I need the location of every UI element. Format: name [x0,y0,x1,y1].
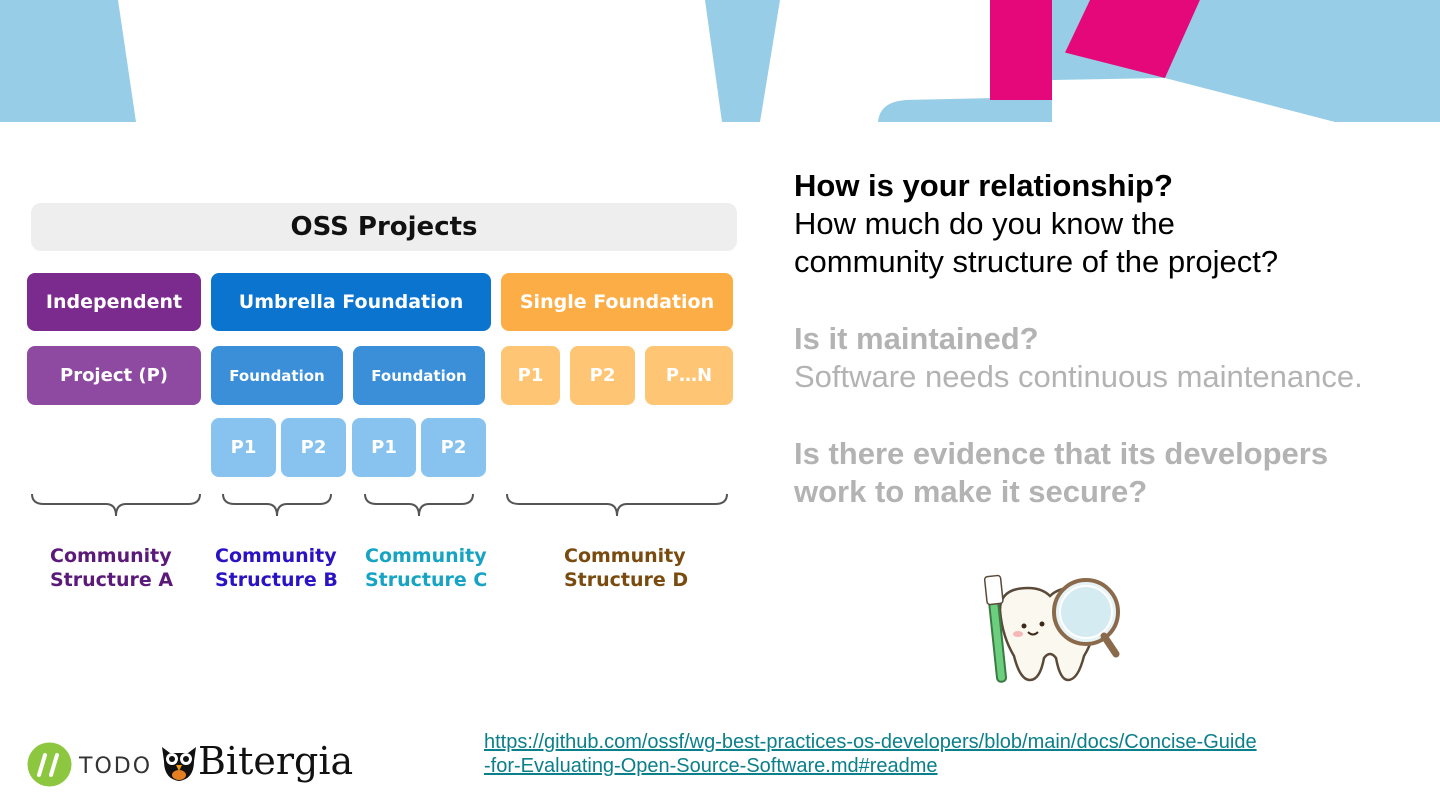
oss-projects-title: OSS Projects [31,203,737,251]
tooth-magnifier-illustration [980,570,1130,688]
structure-c-line1: Community [365,545,487,567]
single-foundation-category: Single Foundation [501,273,733,331]
umbrella-foundation-category: Umbrella Foundation [211,273,491,331]
structure-d-line1: Community [564,545,686,567]
question-maintained [794,320,1363,396]
single-project-box-n: P…N [645,346,733,405]
structure-d-line2: Structure D [564,569,689,591]
question-1-line3: community structure of the project? [794,244,1279,279]
question-3-line1: Is there evidence that its developers [794,436,1329,471]
umbrella-project-box-4: P2 [421,418,486,477]
umbrella-project-box-3: P1 [352,418,416,477]
structure-b-line1: Community [215,545,337,567]
header-decoration [0,0,1440,122]
question-3-line2: work to make it secure? [794,474,1148,509]
todo-logo-text: TODO [79,754,153,779]
umbrella-foundation-box-1: Foundation [211,346,343,405]
question-1-line2: How much do you know the [794,206,1175,241]
umbrella-foundation-box-2: Foundation [353,346,485,405]
independent-category: Independent [27,273,201,331]
question-secure [794,435,1328,511]
single-project-box-1: P1 [501,346,560,405]
community-structure-d-label [564,544,688,592]
structure-b-line2: Structure B [215,569,338,591]
community-structure-a-label [50,544,173,592]
brace-structure-b [221,490,333,520]
link-line1[interactable]: https://github.com/ossf/wg-best-practices-os-developers/blob/main/docs/Concise-Guide [484,731,1257,753]
brace-structure-d [505,490,729,520]
brace-structure-a [30,490,202,520]
structure-a-line1: Community [50,545,172,567]
question-relationship [794,167,1278,281]
question-1-title: How is your relationship? [794,168,1173,203]
umbrella-project-box-1: P1 [211,418,276,477]
independent-project-box: Project (P) [27,346,201,405]
single-project-box-2: P2 [570,346,635,405]
community-structure-b-label [215,544,338,592]
bitergia-logo-text: Bitergia [198,739,354,783]
question-2-title: Is it maintained? [794,321,1039,356]
bitergia-owl-icon [158,741,200,783]
community-structure-c-label [365,544,487,592]
link-line2[interactable]: -for-Evaluating-Open-Source-Software.md#readme [484,755,938,777]
umbrella-project-box-2: P2 [281,418,346,477]
brace-structure-c [363,490,475,520]
structure-c-line2: Structure C [365,569,488,591]
todo-logo-icon [27,742,72,787]
structure-a-line2: Structure A [50,569,174,591]
question-2-body: Software needs continuous maintenance. [794,359,1363,394]
concise-guide-link[interactable] [484,730,1257,778]
